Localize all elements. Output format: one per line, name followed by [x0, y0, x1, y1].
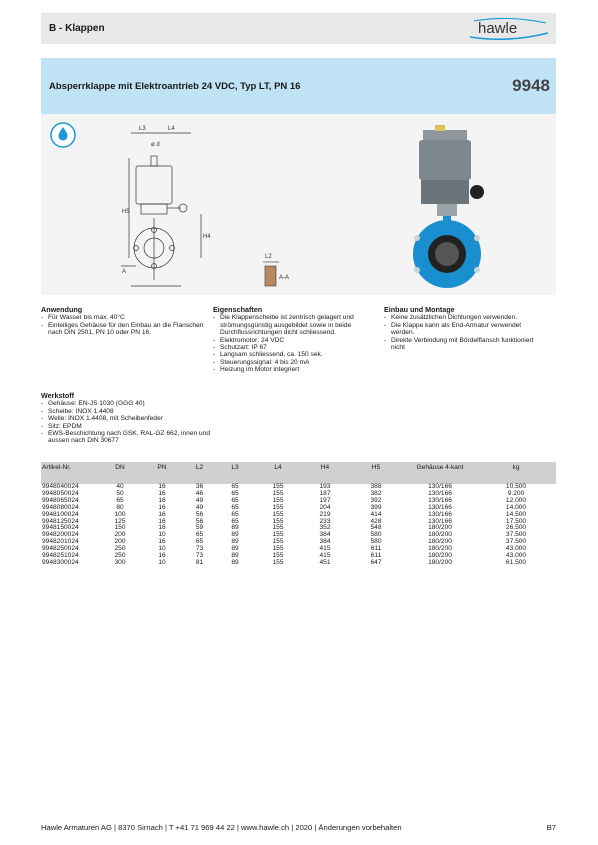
dim-l3: L3 [139, 126, 146, 132]
table-cell: 12.000 [505, 496, 527, 504]
table-cell: 155 [272, 510, 284, 518]
table-cell: 9.200 [507, 489, 525, 497]
technical-drawing [121, 118, 231, 293]
section-title: B - Klappen [49, 23, 105, 34]
table-cell: 125 [114, 517, 126, 525]
table-cell: 50 [116, 489, 124, 497]
section-label: A-A [279, 275, 290, 281]
table-cell: 16 [158, 517, 166, 525]
table-cell: 49 [195, 496, 204, 504]
table-cell: 16 [158, 503, 166, 511]
section-a-a [261, 249, 311, 299]
table-cell: 180/200 [428, 538, 452, 546]
table-cell: 204 [319, 503, 331, 511]
dim-od: ø d [151, 142, 160, 148]
table-cell: 428 [370, 517, 382, 525]
table-cell: 37.500 [505, 538, 527, 546]
table-cell: 180/200 [428, 558, 452, 566]
footer-text: Hawle Armaturen AG | 8370 Sirnach | T +41 71 969 44 22 | www.hawle.ch | 2020 | Änderungen vorbehalten [41, 823, 402, 832]
table-cell: 16 [158, 489, 166, 497]
col-header: L2 [195, 464, 204, 471]
table-cell: 9948100024 [42, 510, 79, 518]
list-item: - Scheibe: INOX 1.4408 [41, 408, 216, 415]
table-cell: 219 [319, 510, 331, 518]
table-cell: 73 [195, 552, 204, 560]
table-cell: 451 [319, 558, 331, 566]
table-cell: 233 [319, 517, 331, 525]
table-cell: 200 [114, 538, 126, 546]
col-header: Artikel-Nr. [42, 464, 71, 471]
table-cell: 382 [370, 489, 382, 497]
table-cell: 155 [272, 558, 284, 566]
table-cell: 611 [370, 552, 382, 560]
table-cell: 180/200 [428, 524, 452, 532]
col-header: L3 [231, 464, 239, 471]
table-cell: 26.500 [505, 524, 527, 532]
eigenschaften-heading: Eigenschaften [213, 305, 263, 314]
table-cell: 9948201024 [42, 538, 79, 546]
list-item: - Schutzart: IP 67 [213, 344, 373, 351]
table-header-row [41, 462, 556, 484]
table-cell: 56 [195, 510, 204, 518]
table-cell: 150 [114, 524, 126, 532]
table-cell: 65 [231, 517, 239, 525]
table-cell: 611 [370, 545, 382, 553]
table-cell: 9948125024 [42, 517, 79, 525]
table-cell: 200 [114, 531, 126, 539]
list-item: - Sitz: EPDM [41, 423, 216, 430]
table-cell: 130/166 [428, 496, 452, 504]
table-cell: 100 [114, 510, 126, 518]
table-cell: 414 [370, 510, 382, 518]
table-cell: 155 [272, 489, 284, 497]
table-cell: 49 [195, 503, 204, 511]
table-cell: 392 [370, 496, 382, 504]
table-cell: 14.000 [505, 503, 527, 511]
product-image-area [41, 114, 556, 295]
table-cell: 130/166 [428, 483, 452, 490]
table-cell: 65 [231, 503, 239, 511]
table-cell: 250 [114, 552, 126, 560]
table-cell: 59 [195, 524, 204, 532]
table-cell: 89 [231, 538, 239, 546]
dim-h5: H5 [122, 209, 130, 215]
table-cell: 14.500 [505, 510, 527, 518]
table-cell: 46 [195, 489, 204, 497]
table-cell: 130/166 [428, 503, 452, 511]
table-cell: 415 [319, 545, 331, 553]
table-cell: 80 [116, 503, 124, 511]
table-cell: 155 [272, 524, 284, 532]
table-cell: 10 [158, 531, 166, 539]
section-header-bar [41, 13, 556, 44]
table-cell: 647 [370, 558, 382, 566]
page-number: B7 [546, 823, 556, 832]
table-cell: 65 [231, 496, 239, 504]
table-cell: 40 [116, 483, 124, 490]
table-cell: 17.500 [505, 517, 527, 525]
table-cell: 43.000 [505, 545, 527, 553]
table-cell: 250 [114, 545, 126, 553]
logo-text: hawle [478, 20, 518, 37]
table-cell: 155 [272, 531, 284, 539]
table-cell: 16 [158, 510, 166, 518]
table-cell: 180/200 [428, 531, 452, 539]
table-cell: 155 [272, 517, 284, 525]
product-header-bar [41, 58, 556, 114]
table-cell: 16 [158, 496, 166, 504]
table-cell: 9948251024 [42, 552, 79, 560]
table-cell: 89 [231, 558, 239, 566]
table-cell: 155 [272, 552, 284, 560]
table-cell: 36 [195, 483, 204, 490]
col-header: Gehäuse 4-kant [416, 464, 464, 471]
table-cell: 89 [231, 545, 239, 553]
table-cell: 300 [114, 558, 126, 566]
table-cell: 89 [231, 531, 239, 539]
werkstoff-heading: Werkstoff [41, 391, 75, 400]
list-item: - Gehäuse: EN-JS 1030 (GGG 40) [41, 400, 216, 407]
table-cell: 65 [231, 489, 239, 497]
table-cell: 155 [272, 538, 284, 546]
table-cell: 9948200024 [42, 531, 79, 539]
table-cell: 65 [231, 510, 239, 518]
einbau-heading: Einbau und Montage [384, 305, 455, 314]
valve-actuator-photo [401, 122, 491, 292]
dim-l2: L2 [265, 254, 272, 260]
table-cell: 130/166 [428, 489, 452, 497]
table-cell: 65 [116, 496, 124, 504]
dim-l4: L4 [168, 126, 175, 132]
table-cell: 16 [158, 552, 166, 560]
table-cell: 580 [370, 538, 382, 546]
table-cell: 155 [272, 545, 284, 553]
table-cell: 37.500 [505, 531, 527, 539]
list-item: - Elektromotor: 24 VDC [213, 337, 373, 344]
table-cell: 399 [370, 503, 382, 511]
table-cell: 16 [158, 524, 166, 532]
col-header: kg [512, 464, 520, 471]
table-cell: 89 [231, 552, 239, 560]
article-table [41, 462, 556, 567]
table-cell: 388 [370, 483, 382, 490]
table-cell: 384 [319, 538, 331, 546]
table-cell: 155 [272, 496, 284, 504]
table-cell: 65 [195, 531, 204, 539]
table-cell: 61.500 [505, 558, 527, 566]
col-header: H5 [371, 464, 381, 471]
table-cell: 155 [272, 483, 284, 490]
table-cell: 10 [158, 558, 166, 566]
table-cell: 9948050024 [42, 489, 79, 497]
list-item: - EWS-Beschichtung nach GSK, RAL-GZ 662, innen und aussen nach DIN 30677 [41, 430, 216, 445]
col-header: H4 [320, 464, 330, 471]
eigenschaften-block [213, 306, 373, 374]
product-number: 9948 [512, 76, 550, 95]
table-cell: 16 [158, 483, 166, 490]
table-cell: 73 [195, 545, 204, 553]
table-cell: 16 [158, 538, 166, 546]
table-cell: 130/166 [428, 517, 452, 525]
table-cell: 548 [370, 524, 382, 532]
table-row [41, 560, 556, 567]
table-cell: 10 [158, 545, 166, 553]
table-cell: 56 [195, 517, 204, 525]
table-cell: 65 [231, 483, 239, 490]
anwendung-heading: Anwendung [41, 305, 83, 314]
table-cell: 415 [319, 552, 331, 560]
table-cell: 187 [319, 489, 331, 497]
water-drop-icon [50, 122, 76, 148]
table-cell: 43.000 [505, 552, 527, 560]
table-cell: 352 [319, 524, 331, 532]
einbau-block [384, 306, 544, 351]
anwendung-block [41, 306, 206, 337]
product-title: Absperrklappe mit Elektroantrieb 24 VDC, Typ LT, PN 16 [49, 81, 301, 92]
table-cell: 9948065024 [42, 496, 79, 504]
table-cell: 10.500 [505, 483, 527, 490]
list-item: - Welle: INOX 1.4408, mit Scheibenfeder [41, 415, 216, 422]
table-cell: 384 [319, 531, 331, 539]
col-header: PN [157, 464, 167, 471]
section-marker-a: A [122, 269, 127, 275]
table-cell: 130/166 [428, 510, 452, 518]
dim-h4: H4 [203, 234, 211, 240]
list-item: - Steuerungssignal: 4 bis 20 mA [213, 359, 373, 366]
list-item: - Für Wasser bis max. 40°C [41, 314, 206, 321]
table-cell: 9948250024 [42, 545, 79, 553]
table-cell: 89 [231, 524, 239, 532]
table-cell: 65 [195, 538, 204, 546]
table-cell: 155 [272, 503, 284, 511]
list-item: - Direkte Verbindung mit Bördelflansch funktioniert nicht [384, 337, 544, 352]
list-item: - Keine zusätzlichen Dichtungen verwenden. [384, 314, 544, 321]
table-cell: 9948040024 [42, 483, 79, 490]
hawle-logo [468, 15, 550, 41]
werkstoff-block [41, 392, 216, 445]
list-item: - Heizung im Motor integriert [213, 366, 373, 373]
table-cell: 193 [319, 483, 331, 490]
table-cell: 9948300024 [42, 558, 79, 566]
table-cell: 580 [370, 531, 382, 539]
table-cell: 9948080024 [42, 503, 79, 511]
table-cell: 9948150024 [42, 524, 79, 532]
list-item: - Einteiliges Gehäuse für den Einbau an die Flanschen nach DIN 2501, PN 10 oder PN 16. [41, 322, 206, 337]
list-item: - Langsam schliessend, ca. 150 sek. [213, 351, 373, 358]
table-cell: 180/200 [428, 552, 452, 560]
col-header: DN [115, 464, 125, 471]
col-header: L4 [274, 464, 282, 471]
table-cell: 81 [195, 558, 204, 566]
table-cell: 197 [319, 496, 331, 504]
list-item: - Die Klappe kann als End-Armatur verwendet werden. [384, 322, 544, 337]
list-item: - Die Klappenscheibe ist zentrisch gelagert und strömungsgünstig ausgebildet sowie in beide Durchflussrichtungen dicht schliessend. [213, 314, 373, 336]
table-cell: 180/200 [428, 545, 452, 553]
